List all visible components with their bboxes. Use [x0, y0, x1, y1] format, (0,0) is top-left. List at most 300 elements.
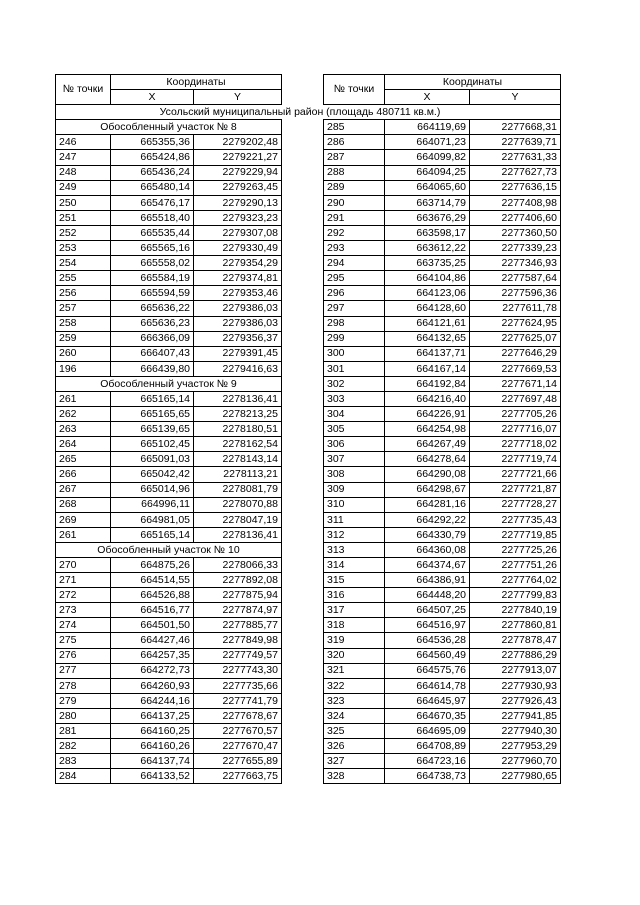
section-title: Обособленный участок № 9: [56, 376, 282, 391]
x-coordinate: 664708,89: [385, 739, 470, 754]
table-row: [56, 391, 282, 406]
point-number: 272: [56, 588, 111, 603]
x-coordinate: 664065,60: [385, 180, 470, 195]
y-coordinate: 2277840,19: [470, 603, 561, 618]
point-number: 248: [56, 165, 111, 180]
point-number: 265: [56, 452, 111, 467]
point-number: 301: [324, 361, 385, 376]
point-number: 269: [56, 512, 111, 527]
x-coordinate: 664104,86: [385, 271, 470, 286]
table-row: [56, 180, 282, 195]
table-row: [56, 739, 282, 754]
x-coordinate: 665042,42: [111, 467, 194, 482]
table-row: [324, 376, 561, 391]
y-coordinate: 2277953,29: [470, 739, 561, 754]
x-coordinate: 664290,08: [385, 467, 470, 482]
x-coordinate: 665102,45: [111, 437, 194, 452]
table-row: [324, 331, 561, 346]
point-number: 320: [324, 648, 385, 663]
y-coordinate: 2279202,48: [194, 135, 282, 150]
y-coordinate: 2277735,66: [194, 678, 282, 693]
point-number: 317: [324, 603, 385, 618]
x-coordinate: 664695,09: [385, 724, 470, 739]
y-coordinate: 2279263,45: [194, 180, 282, 195]
table-row: [324, 346, 561, 361]
table-row: [56, 467, 282, 482]
table-row: [324, 663, 561, 678]
point-number: 302: [324, 376, 385, 391]
y-coordinate: 2277670,57: [194, 724, 282, 739]
point-number: 252: [56, 225, 111, 240]
y-coordinate: 2279354,29: [194, 256, 282, 271]
coordinates-header: Координаты: [111, 75, 282, 90]
y-coordinate: 2279323,23: [194, 210, 282, 225]
table-row: [56, 422, 282, 437]
table-row: [324, 708, 561, 723]
table-row: [324, 618, 561, 633]
y-coordinate: 2277749,57: [194, 648, 282, 663]
x-header: X: [111, 90, 194, 105]
y-coordinate: 2277741,79: [194, 693, 282, 708]
point-number: 311: [324, 512, 385, 527]
table-row: [324, 135, 561, 150]
x-coordinate: 665558,02: [111, 256, 194, 271]
y-coordinate: 2277639,71: [470, 135, 561, 150]
table-row: [56, 316, 282, 331]
coordinates-table-left: [55, 74, 282, 784]
table-row: [56, 195, 282, 210]
table-row: [56, 708, 282, 723]
y-coordinate: 2277646,29: [470, 346, 561, 361]
y-coordinate: 2277360,50: [470, 225, 561, 240]
section-row: [56, 120, 282, 135]
y-coordinate: 2278047,19: [194, 512, 282, 527]
x-coordinate: 664257,35: [111, 648, 194, 663]
y-coordinate: 2278113,21: [194, 467, 282, 482]
y-coordinate: 2277678,67: [194, 708, 282, 723]
x-coordinate: 664670,35: [385, 708, 470, 723]
x-coordinate: 664507,25: [385, 603, 470, 618]
section-row: [56, 542, 282, 557]
point-number: 275: [56, 633, 111, 648]
table-row: [56, 618, 282, 633]
table-row: [324, 165, 561, 180]
point-number: 308: [324, 467, 385, 482]
point-number: 277: [56, 663, 111, 678]
x-coordinate: 664254,98: [385, 422, 470, 437]
y-coordinate: 2278213,25: [194, 407, 282, 422]
y-coordinate: 2277668,31: [470, 120, 561, 135]
y-coordinate: 2279330,49: [194, 241, 282, 256]
point-number: 328: [324, 769, 385, 784]
y-coordinate: 2277670,47: [194, 739, 282, 754]
y-coordinate: 2277663,75: [194, 769, 282, 784]
x-coordinate: 666439,80: [111, 361, 194, 376]
x-coordinate: 665436,24: [111, 165, 194, 180]
table-row: [324, 452, 561, 467]
y-coordinate: 2277764,02: [470, 573, 561, 588]
y-coordinate: 2277669,53: [470, 361, 561, 376]
table-row: [324, 739, 561, 754]
point-number: 263: [56, 422, 111, 437]
coordinates-table-right: [323, 74, 561, 784]
table-row: [56, 165, 282, 180]
y-coordinate: 2278081,79: [194, 482, 282, 497]
x-coordinate: 664386,91: [385, 573, 470, 588]
y-coordinate: 2277743,30: [194, 663, 282, 678]
point-number: 247: [56, 150, 111, 165]
x-coordinate: 664132,65: [385, 331, 470, 346]
point-number: 279: [56, 693, 111, 708]
point-number: 306: [324, 437, 385, 452]
y-coordinate: 2277611,78: [470, 301, 561, 316]
x-coordinate: 665355,36: [111, 135, 194, 150]
point-number: 285: [324, 120, 385, 135]
table-row: [324, 467, 561, 482]
y-coordinate: 2277705,26: [470, 407, 561, 422]
table-row: [56, 693, 282, 708]
table-row: [56, 225, 282, 240]
table-row: [56, 256, 282, 271]
x-coordinate: 665565,16: [111, 241, 194, 256]
y-coordinate: 2277721,87: [470, 482, 561, 497]
x-coordinate: 663676,29: [385, 210, 470, 225]
y-coordinate: 2277849,98: [194, 633, 282, 648]
header-row: [324, 75, 561, 90]
point-number: 251: [56, 210, 111, 225]
x-coordinate: 665091,03: [111, 452, 194, 467]
y-coordinate: 2277596,36: [470, 286, 561, 301]
x-coordinate: 664516,97: [385, 618, 470, 633]
point-number: 297: [324, 301, 385, 316]
point-number: 266: [56, 467, 111, 482]
point-number: 303: [324, 391, 385, 406]
table-row: [324, 542, 561, 557]
x-coordinate: 664121,61: [385, 316, 470, 331]
table-row: [324, 527, 561, 542]
y-coordinate: 2278162,54: [194, 437, 282, 452]
x-coordinate: 664374,67: [385, 558, 470, 573]
y-coordinate: 2277406,60: [470, 210, 561, 225]
point-number: 262: [56, 407, 111, 422]
x-coordinate: 664278,64: [385, 452, 470, 467]
x-coordinate: 664723,16: [385, 754, 470, 769]
x-coordinate: 665476,17: [111, 195, 194, 210]
table-row: [324, 754, 561, 769]
x-coordinate: 665535,44: [111, 225, 194, 240]
x-coordinate: 665424,86: [111, 150, 194, 165]
y-coordinate: 2277697,48: [470, 391, 561, 406]
x-coordinate: 664536,28: [385, 633, 470, 648]
y-coordinate: 2277716,07: [470, 422, 561, 437]
x-coordinate: 664281,16: [385, 497, 470, 512]
point-number: 327: [324, 754, 385, 769]
y-coordinate: 2277874,97: [194, 603, 282, 618]
x-coordinate: 664292,22: [385, 512, 470, 527]
table-row: [324, 603, 561, 618]
x-coordinate: 665165,14: [111, 391, 194, 406]
x-coordinate: 665014,96: [111, 482, 194, 497]
table-row: [56, 135, 282, 150]
point-no-header: № точки: [324, 75, 385, 105]
y-coordinate: 2277980,65: [470, 769, 561, 784]
x-coordinate: 665139,65: [111, 422, 194, 437]
table-row: [324, 724, 561, 739]
y-coordinate: 2277408,98: [470, 195, 561, 210]
y-coordinate: 2277721,66: [470, 467, 561, 482]
x-coordinate: 664981,05: [111, 512, 194, 527]
y-coordinate: 2278066,33: [194, 558, 282, 573]
point-number: 314: [324, 558, 385, 573]
table-row: [324, 558, 561, 573]
x-coordinate: 664160,25: [111, 724, 194, 739]
point-number: 259: [56, 331, 111, 346]
y-coordinate: 2277627,73: [470, 165, 561, 180]
table-row: [56, 512, 282, 527]
table-row: [56, 271, 282, 286]
y-coordinate: 2277725,26: [470, 542, 561, 557]
x-coordinate: 664645,97: [385, 693, 470, 708]
point-number: 283: [56, 754, 111, 769]
x-coordinate: 664298,67: [385, 482, 470, 497]
y-coordinate: 2277728,27: [470, 497, 561, 512]
table-row: [56, 346, 282, 361]
table-row: [324, 573, 561, 588]
y-coordinate: 2277587,64: [470, 271, 561, 286]
y-coordinate: 2277940,30: [470, 724, 561, 739]
y-coordinate: 2278136,41: [194, 391, 282, 406]
table-row: [324, 437, 561, 452]
y-coordinate: 2279374,81: [194, 271, 282, 286]
x-coordinate: 666407,43: [111, 346, 194, 361]
x-coordinate: 664133,52: [111, 769, 194, 784]
point-number: 304: [324, 407, 385, 422]
point-number: 261: [56, 527, 111, 542]
x-coordinate: 664260,93: [111, 678, 194, 693]
point-number: 268: [56, 497, 111, 512]
y-coordinate: 2278180,51: [194, 422, 282, 437]
point-number: 295: [324, 271, 385, 286]
x-coordinate: 664119,69: [385, 120, 470, 135]
y-coordinate: 2277751,26: [470, 558, 561, 573]
x-coordinate: 664514,55: [111, 573, 194, 588]
section-title: Обособленный участок № 10: [56, 542, 282, 557]
y-coordinate: 2277624,95: [470, 316, 561, 331]
point-number: 291: [324, 210, 385, 225]
point-number: 260: [56, 346, 111, 361]
point-number: 282: [56, 739, 111, 754]
y-coordinate: 2277886,29: [470, 648, 561, 663]
x-coordinate: 664996,11: [111, 497, 194, 512]
point-number: 321: [324, 663, 385, 678]
table-row: [56, 558, 282, 573]
point-number: 258: [56, 316, 111, 331]
table-row: [56, 437, 282, 452]
point-number: 249: [56, 180, 111, 195]
table-row: [56, 301, 282, 316]
point-number: 296: [324, 286, 385, 301]
point-number: 322: [324, 678, 385, 693]
x-coordinate: 664427,46: [111, 633, 194, 648]
table-row: [324, 271, 561, 286]
point-number: 255: [56, 271, 111, 286]
table-row: [324, 769, 561, 784]
x-coordinate: 665165,14: [111, 527, 194, 542]
y-coordinate: 2277735,43: [470, 512, 561, 527]
point-number: 294: [324, 256, 385, 271]
point-number: 274: [56, 618, 111, 633]
table-row: [324, 633, 561, 648]
table-row: [324, 195, 561, 210]
table-row: [56, 482, 282, 497]
x-coordinate: 664575,76: [385, 663, 470, 678]
x-coordinate: 664137,74: [111, 754, 194, 769]
y-coordinate: 2277339,23: [470, 241, 561, 256]
coordinates-table-left-body: [56, 75, 282, 784]
table-row: [324, 648, 561, 663]
y-coordinate: 2277926,43: [470, 693, 561, 708]
y-coordinate: 2278070,88: [194, 497, 282, 512]
y-coordinate: 2279386,03: [194, 316, 282, 331]
y-coordinate: 2277860,81: [470, 618, 561, 633]
table-row: [324, 512, 561, 527]
point-number: 288: [324, 165, 385, 180]
point-number: 310: [324, 497, 385, 512]
district-title: Усольский муниципальный район (площадь 480711 кв.м.): [159, 106, 441, 118]
point-number: 276: [56, 648, 111, 663]
table-row: [324, 678, 561, 693]
y-coordinate: 2279353,46: [194, 286, 282, 301]
table-row: [324, 422, 561, 437]
y-coordinate: 2277892,08: [194, 573, 282, 588]
section-title: Обособленный участок № 8: [56, 120, 282, 135]
y-coordinate: 2277960,70: [470, 754, 561, 769]
x-coordinate: 664071,23: [385, 135, 470, 150]
table-row: [324, 150, 561, 165]
x-coordinate: 664244,16: [111, 693, 194, 708]
point-number: 290: [324, 195, 385, 210]
x-coordinate: 664526,88: [111, 588, 194, 603]
point-number: 287: [324, 150, 385, 165]
x-coordinate: 664123,06: [385, 286, 470, 301]
x-header: X: [385, 90, 470, 105]
table-row: [56, 678, 282, 693]
x-coordinate: 663598,17: [385, 225, 470, 240]
x-coordinate: 664516,77: [111, 603, 194, 618]
x-coordinate: 665636,22: [111, 301, 194, 316]
point-number: 284: [56, 769, 111, 784]
y-coordinate: 2277913,07: [470, 663, 561, 678]
x-coordinate: 663612,22: [385, 241, 470, 256]
y-coordinate: 2277885,77: [194, 618, 282, 633]
y-coordinate: 2279221,27: [194, 150, 282, 165]
point-number: 267: [56, 482, 111, 497]
table-row: [56, 724, 282, 739]
point-number: 278: [56, 678, 111, 693]
x-coordinate: 664099,82: [385, 150, 470, 165]
table-row: [56, 497, 282, 512]
table-row: [324, 225, 561, 240]
y-header: Y: [194, 90, 282, 105]
y-coordinate: 2277655,89: [194, 754, 282, 769]
point-number: 253: [56, 241, 111, 256]
x-coordinate: 664272,73: [111, 663, 194, 678]
point-number: 323: [324, 693, 385, 708]
point-number: 300: [324, 346, 385, 361]
table-row: [324, 256, 561, 271]
point-number: 299: [324, 331, 385, 346]
point-number: 261: [56, 391, 111, 406]
x-coordinate: 663735,25: [385, 256, 470, 271]
point-number: 273: [56, 603, 111, 618]
x-coordinate: 664216,40: [385, 391, 470, 406]
table-row: [324, 693, 561, 708]
y-coordinate: 2277875,94: [194, 588, 282, 603]
point-number: 281: [56, 724, 111, 739]
point-number: 298: [324, 316, 385, 331]
point-number: 319: [324, 633, 385, 648]
point-number: 196: [56, 361, 111, 376]
point-number: 313: [324, 542, 385, 557]
section-row: [56, 376, 282, 391]
y-coordinate: 2277346,93: [470, 256, 561, 271]
y-coordinate: 2278136,41: [194, 527, 282, 542]
y-coordinate: 2279229,94: [194, 165, 282, 180]
table-row: [56, 603, 282, 618]
x-coordinate: 664360,08: [385, 542, 470, 557]
table-row: [56, 527, 282, 542]
point-number: 305: [324, 422, 385, 437]
point-number: 280: [56, 708, 111, 723]
table-row: [56, 331, 282, 346]
table-row: [324, 316, 561, 331]
y-coordinate: 2277930,93: [470, 678, 561, 693]
y-coordinate: 2278143,14: [194, 452, 282, 467]
point-number: 292: [324, 225, 385, 240]
x-coordinate: 664738,73: [385, 769, 470, 784]
y-coordinate: 2279307,08: [194, 225, 282, 240]
x-coordinate: 664226,91: [385, 407, 470, 422]
table-row: [56, 361, 282, 376]
y-coordinate: 2277718,02: [470, 437, 561, 452]
x-coordinate: 664137,25: [111, 708, 194, 723]
x-coordinate: 664094,25: [385, 165, 470, 180]
table-row: [324, 241, 561, 256]
x-coordinate: 665480,14: [111, 180, 194, 195]
point-number: 256: [56, 286, 111, 301]
point-number: 250: [56, 195, 111, 210]
point-number: 264: [56, 437, 111, 452]
table-row: [56, 769, 282, 784]
x-coordinate: 664128,60: [385, 301, 470, 316]
x-coordinate: 664448,20: [385, 588, 470, 603]
x-coordinate: 665518,40: [111, 210, 194, 225]
table-row: [324, 180, 561, 195]
coordinates-table-right-body: [324, 75, 561, 784]
table-row: [56, 241, 282, 256]
table-row: [56, 210, 282, 225]
x-coordinate: 664614,78: [385, 678, 470, 693]
table-row: [56, 407, 282, 422]
y-coordinate: 2277625,07: [470, 331, 561, 346]
point-number: 286: [324, 135, 385, 150]
table-row: [56, 588, 282, 603]
x-coordinate: 664137,71: [385, 346, 470, 361]
table-row: [56, 648, 282, 663]
point-number: 271: [56, 573, 111, 588]
y-coordinate: 2277671,14: [470, 376, 561, 391]
point-no-header: № точки: [56, 75, 111, 105]
